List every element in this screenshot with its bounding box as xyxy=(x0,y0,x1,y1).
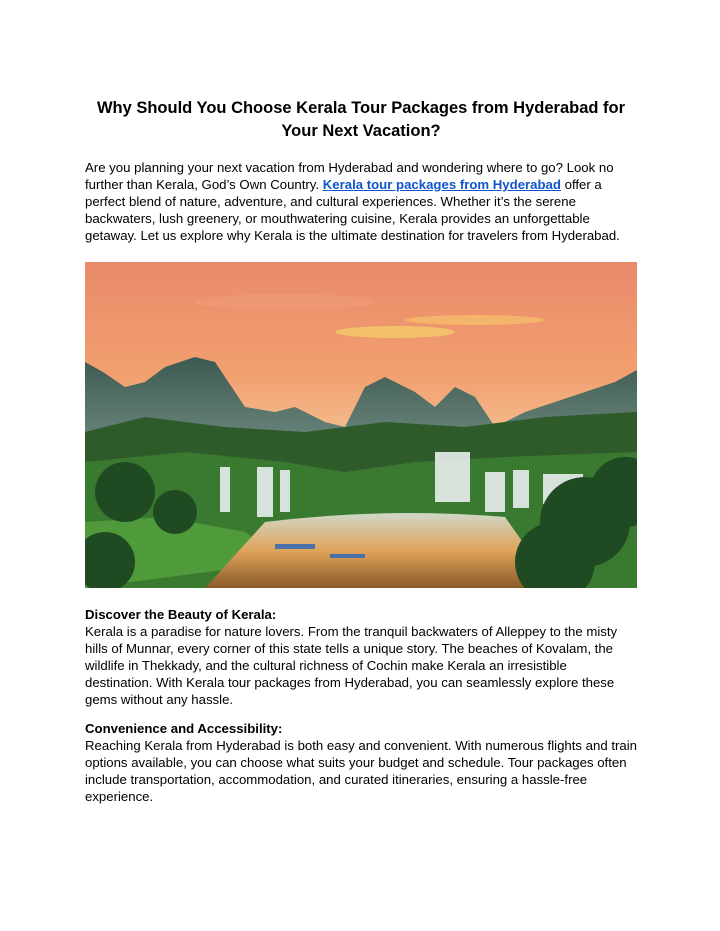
intro-paragraph xyxy=(85,159,637,244)
section-heading: Discover the Beauty of Kerala: xyxy=(85,607,277,622)
waterfall-landscape-image xyxy=(85,262,637,588)
section-body: Reaching Kerala from Hyderabad is both easy and convenient. With numerous flights and train options available, you can choose what suits your budget and schedule. Tour packages often include transportation, accommodation, and curated itineraries, ensuring a hassle-free experience. xyxy=(85,738,637,804)
intro-text-after-link: offer a perfect blend of nature, adventure, and cultural experiences. Whether it’s the serene backwaters, lush greenery, or mouthwatering cuisine, Kerala provides an unforgettable getaway. Let us explore why Kerala is the ultimate destination for travelers from Hyderabad. xyxy=(85,177,620,243)
section-convenience xyxy=(85,720,637,805)
document-page xyxy=(85,97,637,817)
section-beauty xyxy=(85,606,637,708)
kerala-tour-packages-link[interactable]: Kerala tour packages from Hyderabad xyxy=(322,177,561,192)
intro-text-before-link: Are you planning your next vacation from Hyderabad and wondering where to go? Look no further than Kerala, God’s Own Country. xyxy=(85,160,614,192)
page-title: Why Should You Choose Kerala Tour Packages from Hyderabad for Your Next Vacation? xyxy=(96,99,626,140)
section-heading: Convenience and Accessibility: xyxy=(85,721,283,736)
section-body: Kerala is a paradise for nature lovers. From the tranquil backwaters of Alleppey to the misty hills of Munnar, every corner of this state tells a unique story. The beaches of Kovalam, the wildlife in Thekkady, and the cultural richness of Cochin make Kerala an irresistible destination. With Kerala tour packages from Hyderabad, you can seamlessly explore these gems without any hassle. xyxy=(85,624,618,707)
